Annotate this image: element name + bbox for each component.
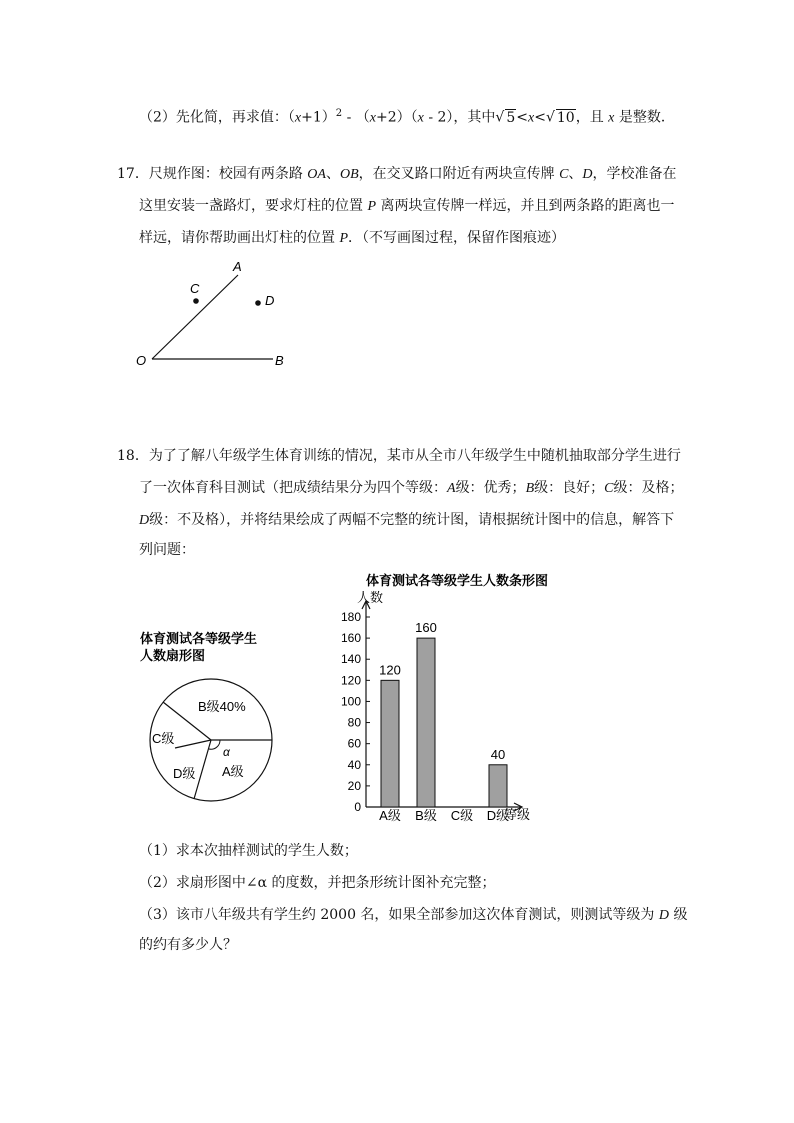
q17-text: ．（不写画图过程，保留作图痕迹） (348, 230, 566, 246)
q16-tail1: ，且 (575, 109, 609, 126)
q18-sub3-text: （3）该市八年级共有学生约 2000 名，如果全部参加这次体育测试，则测试等级为 (139, 907, 659, 923)
sqrt-symbol: √ (545, 109, 555, 126)
var-x: x (608, 110, 615, 126)
grade-d-letter: D (658, 908, 670, 923)
q16-plus2: +2）（ (376, 109, 418, 126)
y-tick-label: 20 (347, 778, 361, 793)
label-o: O (136, 353, 147, 368)
bar-data-label: 40 (490, 746, 506, 762)
q16-tail2: 是整数． (614, 109, 675, 126)
angle-alpha-label: α (223, 745, 230, 759)
bar-data-label: 160 (415, 620, 437, 636)
y-tick-label: 100 (340, 694, 361, 709)
q18-sub1 (139, 841, 358, 861)
q18-line2 (139, 478, 683, 499)
separator: 、 (325, 166, 340, 182)
y-tick-label: 160 (340, 631, 361, 646)
q18-text: 级：不及格），并将结果绘成了两幅不完整的统计图，请根据统计图中的信息，解答下 (149, 512, 675, 528)
q18-text: 级：良好； (534, 480, 605, 496)
x-tick-label: C级 (450, 808, 474, 823)
grade-a-letter: A (447, 481, 456, 496)
y-tick-label: 120 (340, 673, 361, 688)
q17-line2 (139, 196, 674, 217)
sqrt-symbol: √ (495, 109, 505, 126)
bar-title: 体育测试各等级学生人数条形图 (366, 573, 549, 588)
grade-b-letter: B (525, 481, 535, 496)
q16-prefix: （2）先化简，再求值：（ (139, 109, 295, 126)
road-oa: OA (307, 167, 326, 182)
pie-title-line2: 人数扇形图 (140, 648, 206, 663)
q18-line1 (117, 446, 681, 466)
bar-2 (417, 638, 435, 807)
q16-part2-line (139, 104, 675, 129)
bar-4 (489, 765, 507, 807)
point-p: P (339, 231, 349, 246)
sign-c: C (559, 167, 569, 182)
pie-chart (130, 625, 290, 805)
label-d: D (265, 293, 275, 308)
sign-d: D (582, 167, 593, 182)
bar-chart (330, 565, 570, 830)
q18-text: 了一次体育科目测试（把成绩结果分为四个等级： (139, 480, 447, 496)
y-tick-label: 40 (347, 757, 361, 772)
y-axis-label: 人数 (357, 590, 384, 605)
q18-text: 为了了解八年级学生体育训练的情况，某市从全市八年级学生中随机抽取部分学生进行 (148, 448, 681, 464)
x-tick-label: B级 (415, 808, 437, 823)
y-tick-label: 0 (354, 800, 361, 814)
q18-line4 (139, 540, 195, 560)
q18-sub3 (139, 905, 687, 926)
var-x: x (417, 110, 424, 126)
var-x: x (369, 110, 377, 126)
less-than: < (534, 109, 546, 126)
label-c: C (190, 281, 200, 296)
label-a: A (233, 259, 242, 274)
q18-line3 (139, 510, 674, 531)
q17-text: ，在交叉路口附近有两块宣传牌 (358, 166, 560, 182)
separator: 、 (568, 166, 583, 182)
q17-line1 (117, 164, 677, 185)
bar-data-label: 120 (379, 662, 401, 678)
point-p: P (367, 199, 377, 214)
q17-line3 (139, 228, 565, 249)
q18-number: 18． (117, 448, 149, 464)
x-tick-label: A级 (379, 808, 401, 823)
exponent-2: 2 (335, 108, 343, 119)
q17-figure (130, 255, 300, 375)
q18-sub1-text: （1）求本次抽样测试的学生人数； (139, 843, 358, 859)
q16-minus: - （ (342, 109, 370, 126)
pie-label-b: B级40% (198, 699, 246, 714)
q16-minus2: - 2），其中 (423, 109, 496, 126)
q17-text: 尺规作图：校园有两条路 (148, 166, 308, 182)
q17-text: 这里安装一盏路灯，要求灯柱的位置 (139, 198, 368, 214)
q18-sub2-text: （2）求扇形图中∠α 的度数，并把条形统计图补充完整； (139, 875, 496, 891)
q18-text: 级：及格； (613, 480, 684, 496)
y-tick-label: 180 (340, 610, 361, 624)
pie-label-d: D级 (173, 766, 196, 781)
point-c-dot (193, 298, 199, 304)
pie-label-a: A级 (222, 764, 244, 779)
grade-c-letter: C (604, 481, 614, 496)
x-tick-label: D级 (486, 808, 510, 823)
q17-text: ，学校准备在 (592, 166, 677, 182)
q18-text: 列问题： (139, 542, 195, 558)
x-axis-label: 等级 (504, 807, 531, 822)
var-x: x (294, 110, 302, 126)
less-than: < (516, 109, 528, 126)
bar-1 (381, 680, 399, 807)
q17-number: 17． (117, 166, 149, 182)
q18-sub3-text: 的约有多少人？ (139, 937, 237, 953)
y-tick-label: 80 (347, 715, 361, 730)
label-b: B (275, 353, 284, 368)
pie-label-c: C级 (152, 731, 175, 746)
q18-sub2 (139, 873, 496, 893)
y-tick-label: 140 (340, 652, 361, 667)
grade-d-letter: D (139, 513, 150, 528)
q18-sub3-text: 级 (669, 907, 688, 923)
pie-title-line1: 体育测试各等级学生 (140, 631, 258, 646)
q18-text: 级：优秀； (455, 480, 526, 496)
q17-text: 样远，请你帮助画出灯柱的位置 (139, 230, 340, 246)
y-tick-label: 60 (347, 736, 361, 751)
radicand-5: 5 (506, 109, 516, 126)
point-d-dot (255, 300, 261, 306)
var-x: x (528, 110, 535, 126)
road-ob: OB (339, 167, 359, 182)
q17-text: 离两块宣传牌一样远，并且到两条路的距离也一 (376, 198, 675, 214)
q16-plus1: +1） (301, 109, 336, 126)
q18-sub3-cont (139, 935, 237, 955)
radicand-10: 10 (556, 109, 575, 126)
